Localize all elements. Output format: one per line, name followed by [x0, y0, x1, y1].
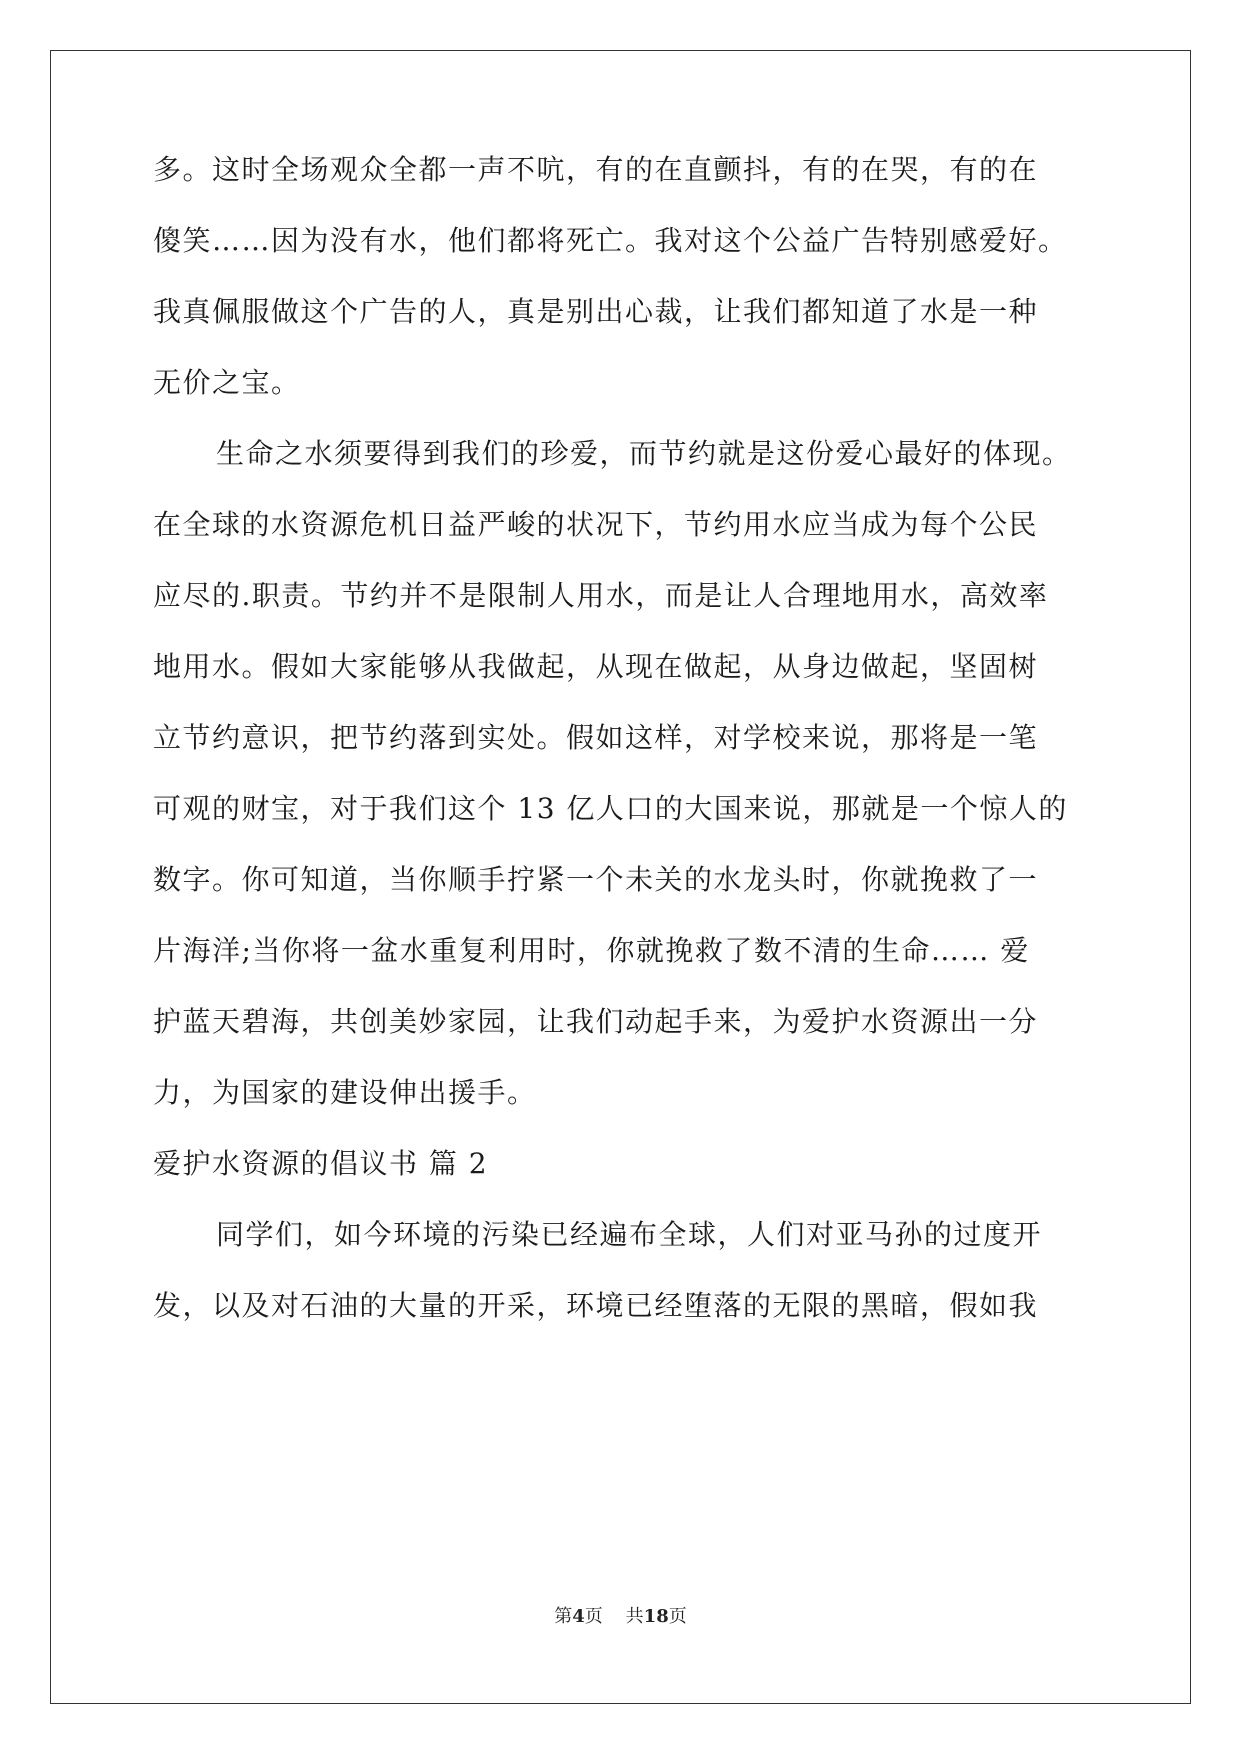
text-line: 无价之宝。 — [153, 366, 301, 399]
text-line: 应尽的.职责。节约并不是限制人用水，而是让人合理地用水，高效率 — [153, 579, 1049, 612]
text-line: 可观的财宝，对于我们这个 13 亿人口的大国来说，那就是一个惊人的 — [153, 792, 1068, 825]
paragraph-first-line: 同学们，如今环境的污染已经遍布全球，人们对亚马孙的过度开 — [216, 1218, 1043, 1251]
paragraph-first-line: 生命之水须要得到我们的珍爱，而节约就是这份爱心最好的体现。 — [216, 437, 1072, 470]
current-page-number: 4 — [572, 1606, 585, 1627]
total-pages-number: 18 — [643, 1606, 669, 1627]
footer-suffix: 页 — [668, 1606, 687, 1627]
text-line: 立节约意识，把节约落到实处。假如这样，对学校来说，那将是一笔 — [153, 721, 1039, 754]
footer-middle: 页 共 — [584, 1606, 644, 1627]
text-line: 地用水。假如大家能够从我做起，从现在做起，从身边做起，坚固树 — [153, 650, 1039, 683]
text-line: 数字。你可知道，当你顺手拧紧一个未关的水龙头时，你就挽救了一 — [153, 863, 1039, 896]
text-line: 发，以及对石油的大量的开采，环境已经堕落的无限的黑暗，假如我 — [153, 1289, 1039, 1322]
footer-prefix: 第 — [554, 1606, 573, 1627]
page-number-footer — [0, 1605, 1241, 1629]
text-line: 傻笑……因为没有水，他们都将死亡。我对这个公益广告特别感爱好。 — [153, 224, 1068, 257]
text-line: 护蓝天碧海，共创美妙家园，让我们动起手来，为爱护水资源出一分 — [153, 1005, 1039, 1038]
section-heading: 爱护水资源的倡议书 篇 2 — [153, 1147, 489, 1180]
text-line: 力，为国家的建设伸出援手。 — [153, 1076, 537, 1109]
text-line: 我真佩服做这个广告的人，真是别出心裁，让我们都知道了水是一种 — [153, 295, 1039, 328]
text-line: 片海洋;当你将一盆水重复利用时，你就挽救了数不清的生命…… 爱 — [153, 934, 1030, 967]
text-line: 在全球的水资源危机日益严峻的状况下，节约用水应当成为每个公民 — [153, 508, 1039, 541]
text-line: 多。这时全场观众全都一声不吭，有的在直颤抖，有的在哭，有的在 — [153, 153, 1039, 186]
